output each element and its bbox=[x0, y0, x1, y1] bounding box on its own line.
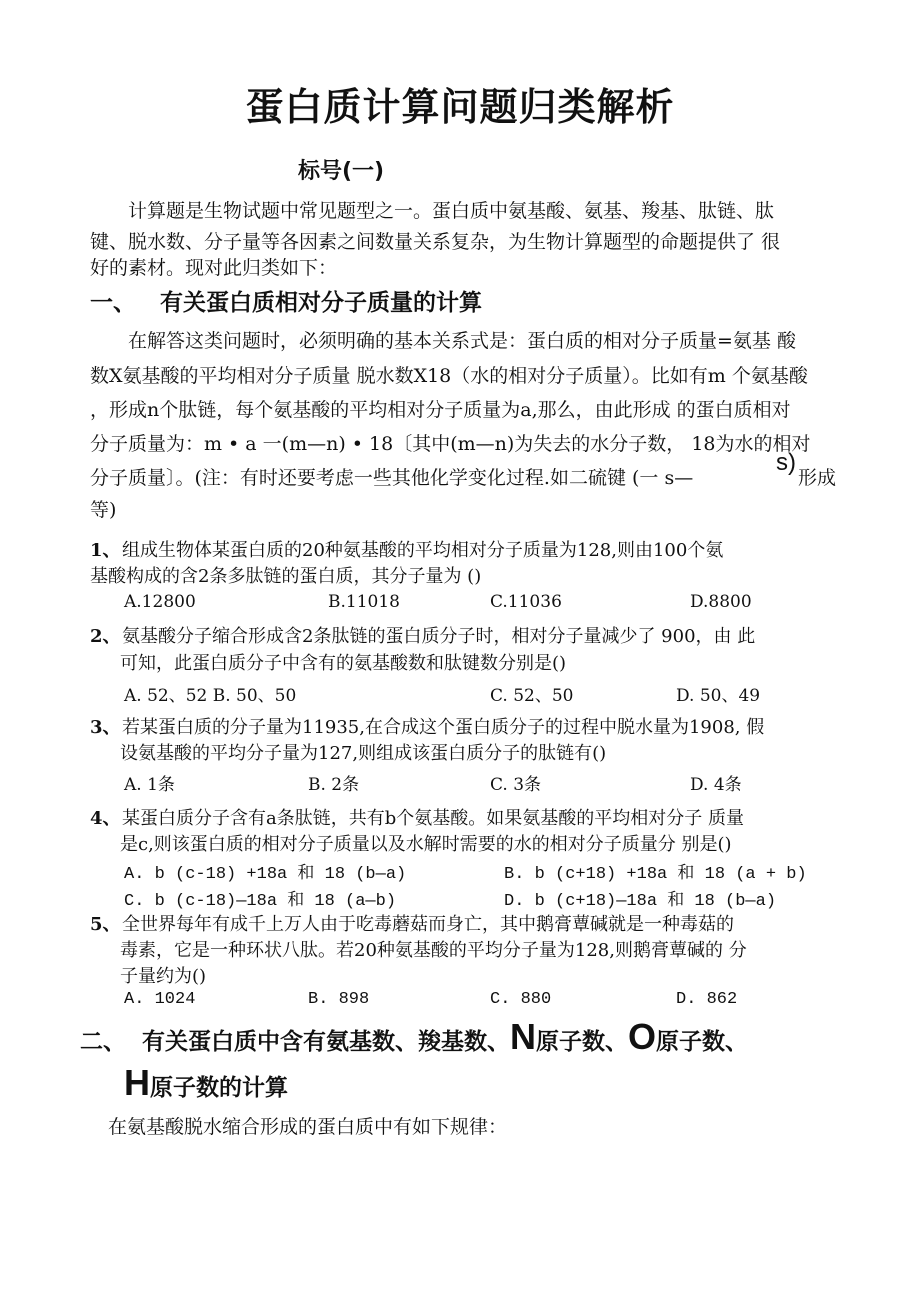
section-2-heading-line-1 bbox=[80, 1016, 748, 1058]
question-3-number: 3、 bbox=[90, 717, 121, 738]
page-title: 蛋白质计算问题归类解析 bbox=[245, 85, 675, 129]
question-1-option-d: D.8800 bbox=[690, 592, 752, 612]
question-5-number: 5、 bbox=[90, 914, 121, 935]
section-2-heading-line-2 bbox=[124, 1062, 288, 1104]
question-1-line-1: 组成生物体某蛋白质的20种氨基酸的平均相对分子质量为128,则由100个氨 bbox=[122, 540, 724, 561]
question-2-option-c: C. 52、50 bbox=[490, 686, 574, 706]
question-3-option-b: B. 2条 bbox=[308, 775, 360, 795]
question-4-line-2: 是c,则该蛋白质的相对分子质量以及水解时需要的水的相对分子质量分 别是() bbox=[120, 834, 732, 855]
question-2-line-2: 可知，此蛋白质分子中含有的氨基酸数和肽键数分别是() bbox=[120, 653, 567, 674]
question-2-number: 2、 bbox=[90, 626, 121, 647]
question-3-line-1: 若某蛋白质的分子量为11935,在合成这个蛋白质分子的过程中脱水量为1908, 假 bbox=[122, 717, 765, 738]
section-1-line-6: 等) bbox=[90, 499, 117, 521]
question-3-option-a: A. 1条 bbox=[124, 775, 175, 795]
section-1-line-4: 分子质量为：m • a 一(m—n) • 18〔其中(m—n)为失去的水分子数， 18为水的相对 bbox=[90, 433, 811, 455]
question-3-option-c: C. 3条 bbox=[490, 775, 542, 795]
question-2-line-1: 氨基酸分子缩合形成含2条肽链的蛋白质分子时，相对分子量减少了 900，由 此 bbox=[122, 626, 756, 647]
section-1-s-big: s) bbox=[776, 449, 796, 476]
question-3-option-d: D. 4条 bbox=[690, 775, 742, 795]
section-1-line-1: 在解答这类问题时，必须明确的基本关系式是：蛋白质的相对分子质量=氨基 酸 bbox=[128, 330, 796, 352]
question-5-option-c: C. 880 bbox=[490, 990, 552, 1009]
question-1-number: 1、 bbox=[90, 540, 121, 561]
question-4-number: 4、 bbox=[90, 808, 121, 829]
section-2-letter-h: H bbox=[124, 1062, 150, 1103]
question-4-line-1: 某蛋白质分子含有a条肽链，共有b个氨基酸。如果氨基酸的平均相对分子 质量 bbox=[122, 808, 744, 829]
section-1-number: 一、 bbox=[90, 290, 136, 316]
section-2-part-2: 原子数、 bbox=[536, 1029, 629, 1055]
question-4-option-b: B. b (c+18) +18a 和 18 (a + b) bbox=[504, 865, 807, 884]
question-5-line-1: 全世界每年有成千上万人由于吃毒蘑菇而身亡，其中鹅膏蕈碱就是一种毒菇的 bbox=[122, 914, 734, 935]
section-2-line: 在氨基酸脱水缩合形成的蛋白质中有如下规律： bbox=[108, 1116, 508, 1138]
question-1-line-2: 基酸构成的含2条多肽链的蛋白质，其分子量为 () bbox=[90, 566, 482, 587]
question-2-option-d: D. 50、49 bbox=[676, 686, 761, 706]
question-5-option-a: A. 1024 bbox=[124, 990, 196, 1009]
section-2-letter-n: N bbox=[510, 1016, 537, 1057]
question-5-line-3: 子量约为() bbox=[120, 966, 207, 987]
question-4-option-d: D. b (c+18)—18a 和 18 (b—a) bbox=[504, 892, 777, 911]
subtitle: 标号(一) bbox=[298, 159, 385, 184]
intro-line-2: 键、脱水数、分子量等各因素之间数量关系复杂，为生物计算题型的命题提供了 很 bbox=[90, 231, 781, 253]
question-5-option-b: B. 898 bbox=[308, 990, 370, 1009]
section-2-number: 二、 bbox=[80, 1029, 126, 1055]
question-5-line-2: 毒素，它是一种环状八肽。若20种氨基酸的平均分子量为128,则鹅膏蕈碱的 分 bbox=[120, 940, 747, 961]
question-2-option-ab: A. 52、52 B. 50、50 bbox=[124, 686, 297, 706]
question-1-option-b: B.11018 bbox=[328, 592, 400, 612]
intro-line-3: 好的素材。现对此归类如下： bbox=[90, 257, 338, 279]
section-1-heading: 有关蛋白质相对分子质量的计算 bbox=[160, 290, 482, 316]
section-1-line-5: 分子质量〕。(注：有时还要考虑一些其他化学变化过程.如二硫键 (一 s— bbox=[90, 467, 694, 489]
question-4-option-a: A. b (c-18) +18a 和 18 (b—a) bbox=[124, 865, 407, 884]
section-2-part-3: 原子数、 bbox=[656, 1029, 749, 1055]
question-5-option-d: D. 862 bbox=[676, 990, 738, 1009]
question-1-option-c: C.11036 bbox=[490, 592, 562, 612]
section-2-letter-o: O bbox=[628, 1016, 657, 1057]
question-3-line-2: 设氨基酸的平均分子量为127,则组成该蛋白质分子的肽链有() bbox=[120, 743, 607, 764]
question-4-option-c: C. b (c-18)—18a 和 18 (a—b) bbox=[124, 892, 397, 911]
section-1-line-5-tail: 形成 bbox=[798, 467, 837, 489]
section-1-line-3: ，形成n个肽链，每个氨基酸的平均相对分子质量为a,那么，由此形成 的蛋白质相对 bbox=[90, 399, 791, 421]
section-2-part-4: 原子数的计算 bbox=[150, 1075, 288, 1101]
question-1-option-a: A.12800 bbox=[124, 592, 196, 612]
section-2-part-1: 有关蛋白质中含有氨基数、羧基数、 bbox=[142, 1029, 511, 1055]
section-1-line-2: 数X氨基酸的平均相对分子质量 脱水数X18（水的相对分子质量）。比如有m 个氨基酸 bbox=[90, 365, 808, 387]
intro-line-1: 计算题是生物试题中常见题型之一。蛋白质中氨基酸、氨基、羧基、肽链、肽 bbox=[128, 200, 775, 222]
